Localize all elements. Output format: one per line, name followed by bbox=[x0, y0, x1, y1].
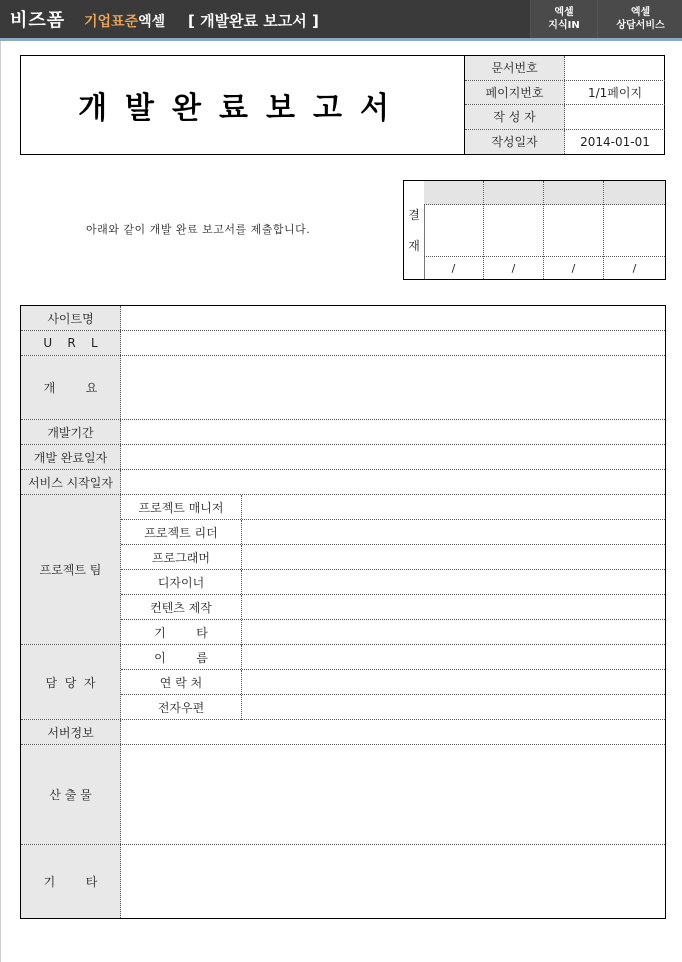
meta-value[interactable] bbox=[565, 56, 665, 80]
team-row bbox=[121, 545, 665, 570]
excel-knowledge-line1: 엑셀 bbox=[554, 7, 574, 18]
title-block bbox=[20, 55, 665, 155]
approval-box bbox=[403, 180, 666, 280]
team-role-field[interactable] bbox=[242, 570, 665, 594]
team-row bbox=[121, 520, 665, 545]
approval-title-cell[interactable] bbox=[604, 181, 665, 205]
group-label: 프로젝트 팀 bbox=[21, 495, 121, 644]
team-role-label: 기 타 bbox=[121, 620, 242, 645]
row-site-name bbox=[21, 306, 665, 331]
meta-label: 페이지번호 bbox=[465, 81, 565, 105]
deliverables-field[interactable] bbox=[121, 745, 665, 844]
row-label: 산 출 물 bbox=[21, 745, 121, 844]
intro-text: 아래와 같이 개발 완료 보고서를 제출합니다. bbox=[86, 223, 311, 236]
contact-label: 이 름 bbox=[121, 645, 242, 669]
approval-title-cell[interactable] bbox=[544, 181, 603, 205]
brand-logo[interactable]: 비즈폼 bbox=[10, 10, 66, 31]
row-etc bbox=[21, 845, 665, 918]
approval-column bbox=[484, 181, 544, 279]
excel-knowledge-line2: 지식IN bbox=[548, 20, 580, 31]
row-label: 서비스 시작일자 bbox=[21, 470, 121, 494]
url-field[interactable] bbox=[121, 331, 665, 355]
meta-value[interactable] bbox=[565, 105, 665, 129]
approval-label bbox=[404, 181, 425, 279]
overview-field[interactable] bbox=[121, 356, 665, 419]
contact-phone-field[interactable] bbox=[242, 670, 665, 694]
team-role-label: 프로그래머 bbox=[121, 545, 242, 569]
excel-knowledge-button[interactable] bbox=[530, 0, 597, 38]
approval-date-cell[interactable]: / bbox=[451, 261, 456, 275]
meta-label: 작 성 자 bbox=[465, 105, 565, 129]
row-server-info bbox=[21, 720, 665, 745]
approval-date-cell[interactable]: / bbox=[511, 261, 516, 275]
row-label: 서버정보 bbox=[21, 720, 121, 744]
meta-row-date bbox=[465, 130, 665, 155]
group-contact bbox=[21, 645, 665, 720]
team-role-field[interactable] bbox=[242, 595, 665, 619]
row-overview bbox=[21, 356, 665, 420]
contact-row bbox=[121, 670, 665, 695]
page-left-rule bbox=[0, 41, 1, 962]
meta-label: 작성일자 bbox=[465, 130, 565, 155]
approval-date-cell[interactable]: / bbox=[632, 261, 637, 275]
row-label: 개발 완료일자 bbox=[21, 445, 121, 469]
team-role-label: 디자이너 bbox=[121, 570, 242, 594]
meta-value[interactable]: 1/1페이지 bbox=[587, 85, 643, 100]
team-role-field[interactable] bbox=[242, 545, 665, 569]
approval-sign-cell[interactable] bbox=[484, 205, 543, 257]
team-row bbox=[121, 495, 665, 520]
approval-column bbox=[424, 181, 484, 279]
service-start-field[interactable] bbox=[121, 470, 665, 494]
contact-email-field[interactable] bbox=[242, 695, 665, 720]
meta-label: 문서번호 bbox=[465, 56, 565, 80]
top-bar-accent bbox=[0, 38, 682, 41]
contact-label: 전자우편 bbox=[121, 695, 242, 720]
team-role-label: 프로젝트 리더 bbox=[121, 520, 242, 544]
row-completion-date bbox=[21, 445, 665, 470]
team-row bbox=[121, 570, 665, 595]
row-label: 개 요 bbox=[21, 356, 121, 419]
approval-date-cell[interactable]: / bbox=[571, 261, 576, 275]
meta-row-doc-number bbox=[465, 56, 665, 81]
brand-subtitle-a: 기업표준 bbox=[84, 14, 139, 30]
contact-row bbox=[121, 645, 665, 670]
site-name-field[interactable] bbox=[121, 306, 665, 330]
approval-sign-cell[interactable] bbox=[604, 205, 665, 257]
etc-field[interactable] bbox=[121, 845, 665, 918]
row-deliverables bbox=[21, 745, 665, 845]
meta-row-page-number bbox=[465, 81, 665, 106]
group-label: 담 당 자 bbox=[21, 645, 121, 719]
team-role-label: 컨텐츠 제작 bbox=[121, 595, 242, 619]
meta-row-author bbox=[465, 105, 665, 130]
team-row bbox=[121, 595, 665, 620]
document-title: 개발완료보고서 bbox=[78, 91, 407, 126]
report-table bbox=[20, 305, 666, 919]
excel-consult-line1: 엑셀 bbox=[630, 7, 651, 18]
approval-title-cell[interactable] bbox=[424, 181, 483, 205]
approval-label-top: 결 bbox=[408, 208, 420, 222]
approval-label-bottom: 재 bbox=[408, 239, 420, 253]
completion-date-field[interactable] bbox=[121, 445, 665, 469]
approval-column bbox=[604, 181, 665, 279]
team-role-field[interactable] bbox=[242, 620, 665, 645]
row-label: 개발기간 bbox=[21, 420, 121, 444]
document-tag: [ 개발완료 보고서 ] bbox=[188, 12, 319, 30]
contact-row bbox=[121, 695, 665, 720]
server-info-field[interactable] bbox=[121, 720, 665, 744]
meta-value[interactable]: 2014-01-01 bbox=[580, 134, 650, 149]
row-service-start bbox=[21, 470, 665, 495]
approval-column bbox=[544, 181, 604, 279]
top-bar bbox=[0, 0, 682, 38]
row-dev-period bbox=[21, 420, 665, 445]
document-meta bbox=[464, 56, 665, 154]
approval-sign-cell[interactable] bbox=[424, 205, 483, 257]
brand-subtitle bbox=[84, 11, 165, 31]
row-url bbox=[21, 331, 665, 356]
approval-title-cell[interactable] bbox=[484, 181, 543, 205]
row-label: U R L bbox=[21, 331, 121, 355]
team-role-field[interactable] bbox=[242, 520, 665, 544]
approval-sign-cell[interactable] bbox=[544, 205, 603, 257]
contact-name-field[interactable] bbox=[242, 645, 665, 669]
dev-period-field[interactable] bbox=[121, 420, 665, 444]
excel-consult-button[interactable] bbox=[597, 0, 682, 38]
row-label: 사이트명 bbox=[21, 306, 121, 330]
group-project-team bbox=[21, 495, 665, 645]
excel-consult-line2: 상담서비스 bbox=[616, 20, 665, 31]
row-label: 기 타 bbox=[21, 845, 121, 918]
team-role-field[interactable] bbox=[242, 495, 665, 519]
team-row bbox=[121, 620, 665, 645]
brand-subtitle-b: 엑셀 bbox=[138, 14, 166, 30]
team-role-label: 프로젝트 매니저 bbox=[121, 495, 242, 519]
contact-label: 연 락 처 bbox=[121, 670, 242, 694]
